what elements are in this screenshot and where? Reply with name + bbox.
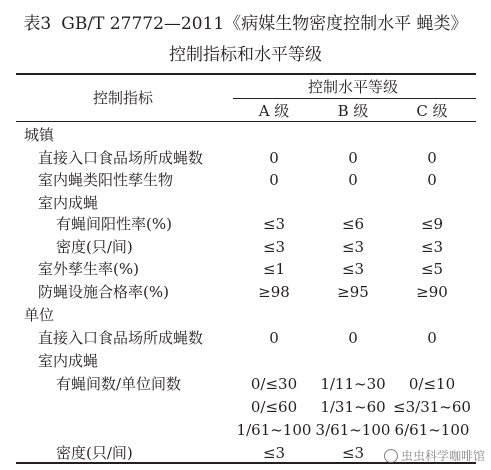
header-level-c: C 级 (416, 102, 448, 120)
level-cell-a: 0 (269, 171, 279, 189)
level-cell-b: 0 (348, 329, 358, 347)
level-cell-c: 0 (427, 329, 437, 347)
level-cell-c: 6/61~100 (394, 421, 470, 439)
level-cell-b: 0 (348, 171, 358, 189)
level-cell-c: ≤9 (420, 215, 444, 233)
table-title-line2: 控制指标和水平等级 (169, 45, 322, 65)
level-cell-a: ≥98 (258, 283, 290, 301)
level-cell-b: ≤3 (341, 238, 365, 256)
row-label: 室内蝇类阳性孳生物 (38, 171, 174, 189)
level-cell-a: 1/61~100 (236, 421, 312, 439)
level-cell-a: 0/≤30 (250, 375, 298, 393)
level-cell-b: ≤3 (341, 260, 365, 278)
watermark-text: 虫虫科学咖啡馆 (400, 449, 485, 463)
level-cell-c: ≤3/31~60 (393, 398, 471, 416)
row-label: 有蝇间阳性率(%) (56, 215, 172, 233)
level-cell-b: 0 (348, 149, 358, 167)
level-cell-c: 0 (427, 171, 437, 189)
row-label: 有蝇间数/单位间数 (56, 375, 182, 393)
level-cell-b: 3/61~100 (315, 421, 391, 439)
level-cell-c: ≤3 (420, 238, 444, 256)
level-cell-b: ≤6 (341, 215, 365, 233)
header-level-b: B 级 (337, 102, 369, 120)
row-label: 直接入口食品场所成蝇数 (38, 329, 204, 347)
table-title-text: GB/T 27772—2011《病媒生物密度控制水平 蝇类》 (61, 14, 468, 34)
level-cell-c: 0 (427, 149, 437, 167)
level-cell-a: ≤3 (262, 444, 286, 462)
header-sub-rule (233, 98, 476, 99)
top-rule (16, 73, 476, 75)
level-cell-a: 0/≤60 (250, 398, 298, 416)
row-label: 密度(只/间) (56, 444, 133, 462)
row-label: 防蝇设施合格率(%) (38, 283, 169, 301)
table-label: 表3 (23, 14, 52, 34)
row-label: 单位 (24, 306, 55, 324)
row-label: 室外孳生率(%) (38, 260, 139, 278)
level-cell-b: 1/11~30 (320, 375, 386, 393)
header-bottom-rule (16, 121, 476, 122)
level-cell-a: ≤1 (262, 260, 286, 278)
header-indicator: 控制指标 (92, 89, 154, 107)
watermark (384, 447, 485, 464)
level-cell-b: ≤3 (341, 444, 365, 462)
level-cell-a: 0 (269, 149, 279, 167)
level-cell-a: ≤3 (262, 238, 286, 256)
header-level-group: 控制水平等级 (307, 78, 399, 96)
row-label: 室内成蝇 (38, 194, 99, 212)
row-label: 城镇 (24, 126, 55, 144)
level-cell-b: ≥95 (337, 283, 369, 301)
level-cell-b: 1/31~60 (320, 398, 386, 416)
row-label: 密度(只/间) (56, 238, 133, 256)
level-cell-a: 0 (269, 329, 279, 347)
table-title-line1 (0, 9, 491, 34)
level-cell-c: 0/≤10 (408, 375, 456, 393)
row-label: 室内成蝇 (38, 352, 99, 370)
level-cell-a: ≤3 (262, 215, 286, 233)
row-label: 直接入口食品场所成蝇数 (38, 149, 204, 167)
header-level-a: A 级 (258, 102, 290, 120)
wechat-icon (384, 449, 398, 463)
level-cell-c: ≤5 (420, 260, 444, 278)
level-cell-c: ≥90 (416, 283, 448, 301)
